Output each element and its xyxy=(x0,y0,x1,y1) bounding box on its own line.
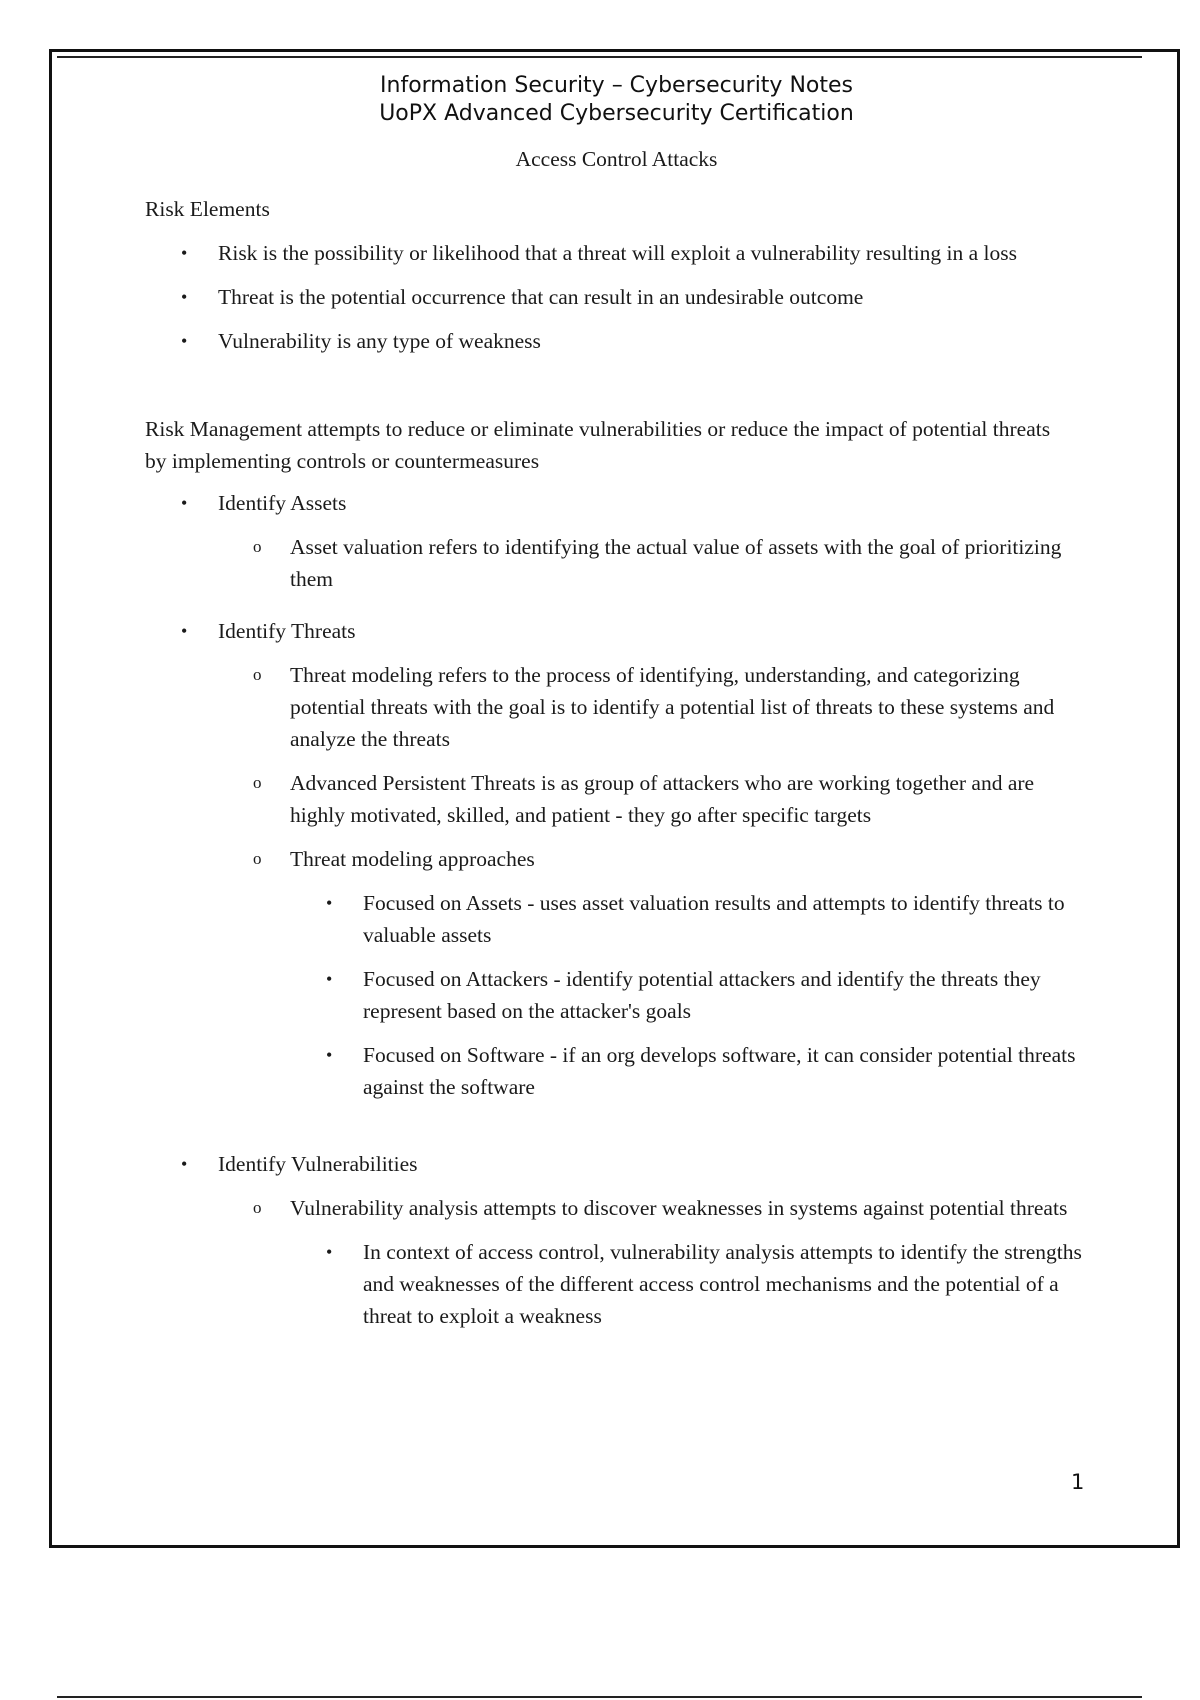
approach-assets: Focused on Assets - uses asset valuation results and attempts to identify threats to valuable assets xyxy=(363,891,1065,947)
bullet-icon: • xyxy=(326,1242,333,1262)
section-heading: Risk Elements xyxy=(145,197,270,221)
top-rule xyxy=(57,56,1142,58)
list-item xyxy=(145,1148,1085,1180)
approach-attackers: Focused on Attackers - identify potential attackers and identify the threats they represent based on the attacker's goals xyxy=(363,967,1041,1023)
list-item xyxy=(145,487,1085,519)
list-item xyxy=(145,963,1085,1027)
list-item xyxy=(145,1192,1085,1224)
vulnerability-analysis-text: Vulnerability analysis attempts to discover weaknesses in systems against potential threats xyxy=(290,1196,1068,1220)
risk-elements-list xyxy=(145,237,1085,357)
threat-definition: Threat is the potential occurrence that can result in an undesirable outcome xyxy=(218,285,864,309)
identify-assets-section xyxy=(145,487,1085,595)
bullet-icon: • xyxy=(181,287,188,307)
sub-bullet-icon: o xyxy=(253,537,262,556)
approach-software: Focused on Software - if an org develops software, it can consider potential threats against the software xyxy=(363,1043,1076,1099)
list-item xyxy=(145,1236,1085,1332)
identify-threats-section xyxy=(145,615,1085,1103)
risk-management-paragraph: Risk Management attempts to reduce or eliminate vulnerabilities or reduce the impact of potential threats by implementing controls or countermeasures xyxy=(145,417,1051,473)
identify-assets-label: Identify Assets xyxy=(218,491,347,515)
bullet-icon: • xyxy=(181,1154,188,1174)
threat-modeling-text: Threat modeling refers to the process of identifying, understanding, and categorizing potential threats with the goal is to identify a potential list of threats to these systems and analyze the threats xyxy=(290,663,1055,751)
identify-vulnerabilities-section xyxy=(145,1148,1085,1332)
list-item xyxy=(145,767,1085,831)
header-line-2: UoPX Advanced Cybersecurity Certification xyxy=(379,101,854,126)
sub-bullet-icon: o xyxy=(253,1198,262,1217)
sub-bullet-icon: o xyxy=(253,849,262,868)
page-title: Access Control Attacks xyxy=(515,147,718,171)
identify-vulnerabilities-label: Identify Vulnerabilities xyxy=(218,1152,418,1176)
asset-valuation-text: Asset valuation refers to identifying the actual value of assets with the goal of prioritizing them xyxy=(290,535,1062,591)
document-header xyxy=(0,72,1200,128)
bullet-icon: • xyxy=(181,621,188,641)
identify-threats-label: Identify Threats xyxy=(218,619,356,643)
bullet-icon: • xyxy=(326,893,333,913)
access-control-context-text: In context of access control, vulnerability analysis attempts to identify the strengths and weaknesses of the different access control mechanisms and the potential of a threat to exploit a weakness xyxy=(363,1240,1082,1328)
apt-text: Advanced Persistent Threats is as group of attackers who are working together and are highly motivated, skilled, and patient - they go after specific targets xyxy=(290,771,1035,827)
list-item xyxy=(145,237,1085,269)
list-item xyxy=(145,615,1085,647)
bullet-icon: • xyxy=(326,1045,333,1065)
sub-bullet-icon: o xyxy=(253,773,262,792)
list-item xyxy=(145,843,1085,875)
list-item xyxy=(145,325,1085,357)
list-item xyxy=(145,659,1085,755)
bullet-icon: • xyxy=(181,493,188,513)
list-item xyxy=(145,1039,1085,1103)
list-item xyxy=(145,281,1085,313)
bullet-icon: • xyxy=(181,331,188,351)
vulnerability-definition: Vulnerability is any type of weakness xyxy=(218,329,541,353)
bullet-icon: • xyxy=(181,243,188,263)
list-item xyxy=(145,531,1085,595)
header-line-1: Information Security – Cybersecurity Notes xyxy=(380,73,853,98)
list-item xyxy=(145,887,1085,951)
sub-bullet-icon: o xyxy=(253,665,262,684)
risk-definition: Risk is the possibility or likelihood that a threat will exploit a vulnerability resulting in a loss xyxy=(218,241,1017,265)
page-number: 1 xyxy=(1071,1470,1085,1494)
bottom-rule xyxy=(57,1696,1142,1698)
bullet-icon: • xyxy=(326,969,333,989)
threat-modeling-approaches-label: Threat modeling approaches xyxy=(290,847,535,871)
